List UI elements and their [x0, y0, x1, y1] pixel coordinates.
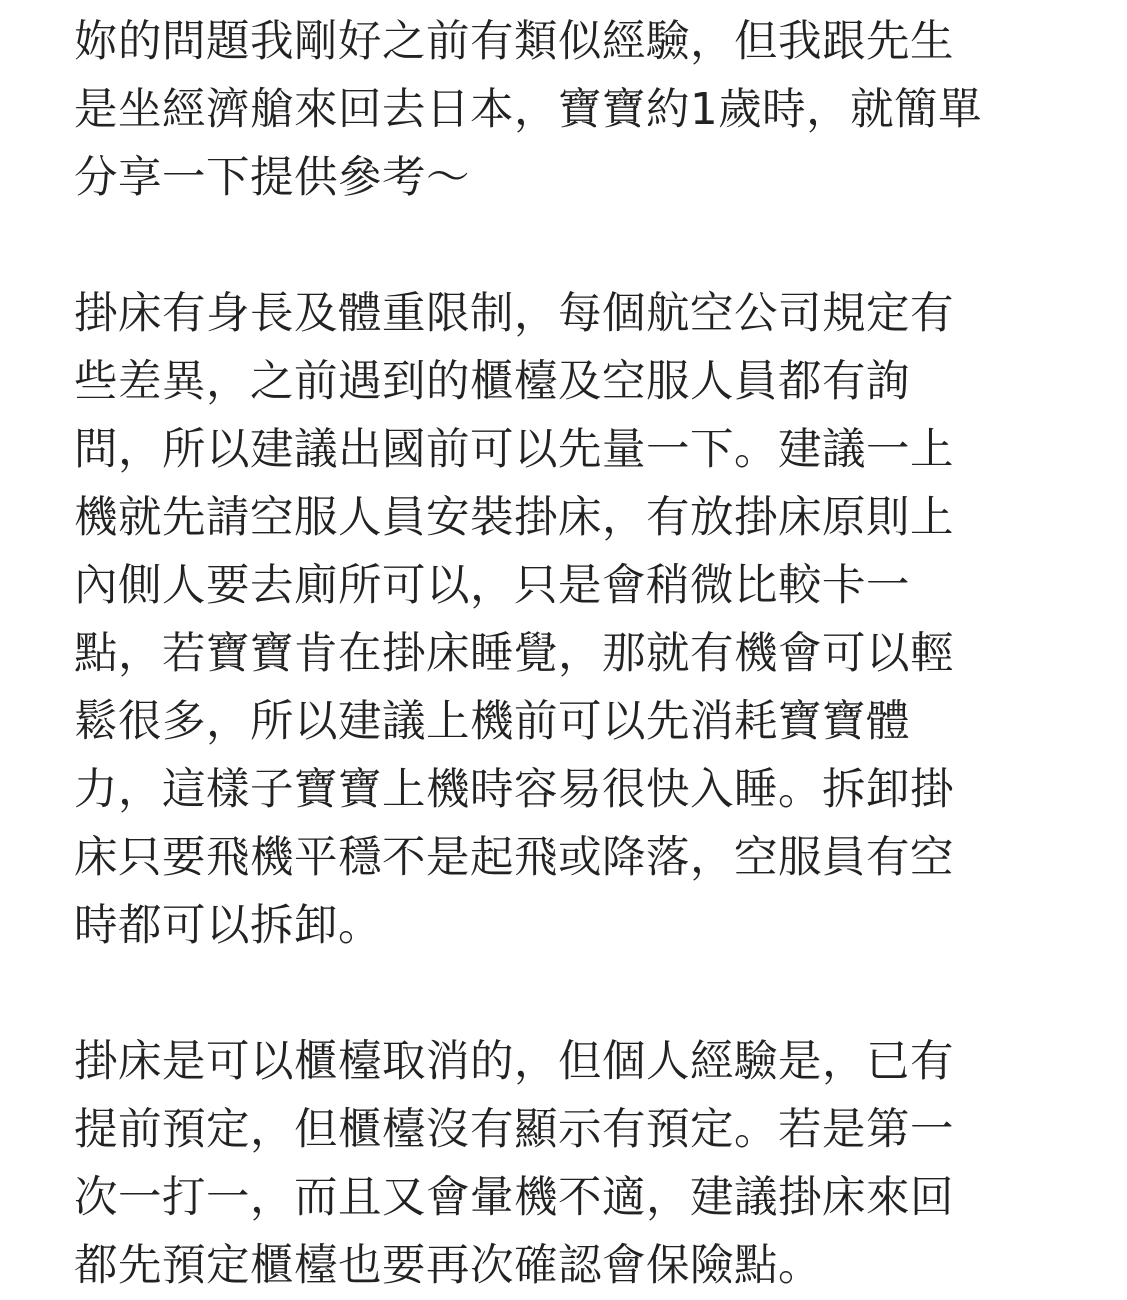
text-line: 是坐經濟艙來回去日本，寶寶約1歲時，就簡單	[74, 85, 983, 135]
text-line: 掛床是可以櫃檯取消的，但個人經驗是，已有	[74, 1037, 954, 1087]
paragraph-1	[74, 8, 1064, 212]
text-line: 掛床有身長及體重限制，每個航空公司規定有	[74, 289, 954, 339]
paragraph-2	[74, 280, 1064, 960]
text-line: 問，所以建議出國前可以先量一下。建議一上	[74, 425, 954, 475]
text-line: 次一打一，而且又會暈機不適，建議掛床來回	[74, 1173, 954, 1223]
post-body	[74, 8, 1064, 1300]
text-line: 鬆很多，所以建議上機前可以先消耗寶寶體	[74, 697, 910, 747]
text-line: 內側人要去廁所可以，只是會稍微比較卡一	[74, 561, 910, 611]
text-line: 提前預定，但櫃檯沒有顯示有預定。若是第一	[74, 1105, 954, 1155]
text-line: 床只要飛機平穩不是起飛或降落，空服員有空	[74, 833, 954, 883]
paragraph-3	[74, 1028, 1064, 1300]
text-line: 分享一下提供參考～	[74, 153, 470, 203]
text-line: 力，這樣子寶寶上機時容易很快入睡。拆卸掛	[74, 765, 954, 815]
text-line: 時都可以拆卸。	[74, 901, 382, 951]
text-line: 些差異，之前遇到的櫃檯及空服人員都有詢	[74, 357, 910, 407]
text-line: 都先預定櫃檯也要再次確認會保險點。	[74, 1241, 822, 1291]
text-line: 機就先請空服人員安裝掛床，有放掛床原則上	[74, 493, 954, 543]
text-line: 妳的問題我剛好之前有類似經驗，但我跟先生	[74, 17, 954, 67]
text-line: 點，若寶寶肯在掛床睡覺，那就有機會可以輕	[74, 629, 954, 679]
